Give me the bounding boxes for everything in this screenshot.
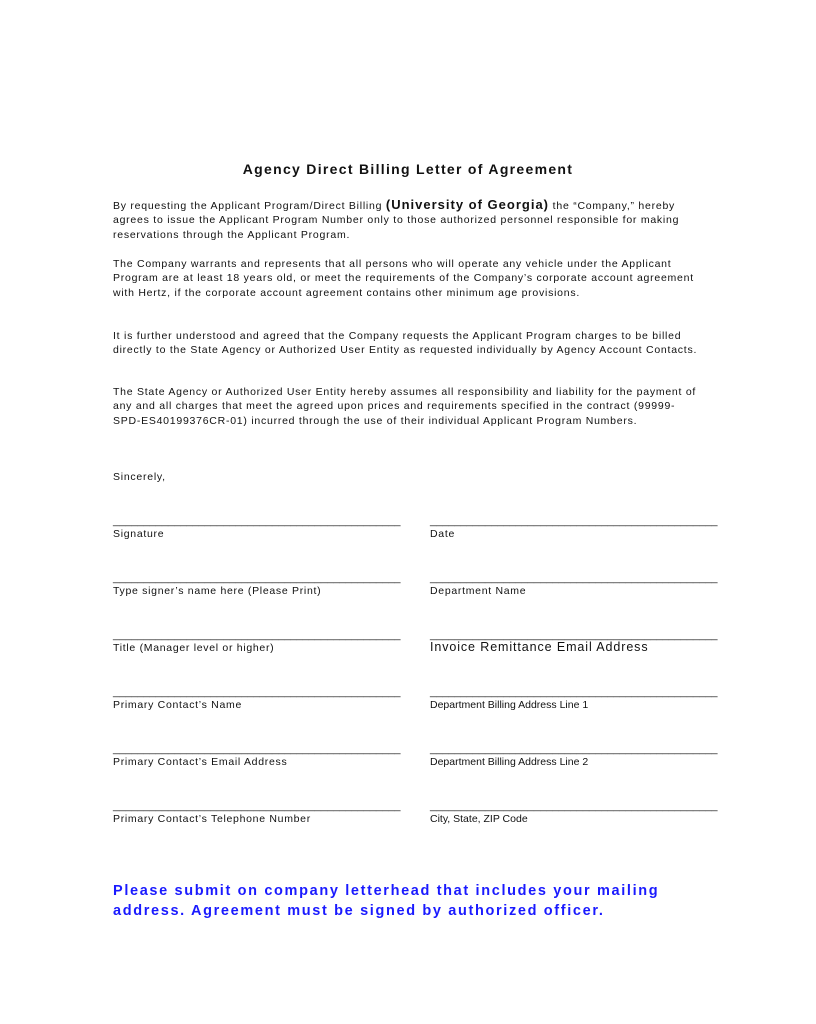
primary-contact-phone-line[interactable]: _______________________________________________: [113, 800, 401, 812]
primary-contact-email-line[interactable]: _______________________________________________: [113, 743, 401, 755]
signer-name-line[interactable]: _______________________________________________: [113, 572, 401, 584]
paragraph-1-body: the “Company,” hereby agrees to issue the Applicant Program Number only to those authorized personnel responsible for making reservations through the Applicant Program.: [113, 200, 680, 241]
billing-address-2-line[interactable]: _______________________________________________: [430, 743, 718, 755]
department-name-label: Department Name: [430, 585, 527, 597]
city-state-zip-label: City, State, ZIP Code: [430, 813, 528, 825]
date-label: Date: [430, 528, 455, 540]
primary-contact-name-line[interactable]: _______________________________________________: [113, 686, 401, 698]
billing-address-1-label: Department Billing Address Line 1: [430, 699, 589, 711]
submission-notice: Please submit on company letterhead that includes your mailing address. Agreement must be signed by authorized officer.: [113, 883, 660, 919]
department-name-line[interactable]: _______________________________________________: [430, 572, 718, 584]
paragraph-billing-request: It is further understood and agreed that the Company requests the Applicant Program charges to be billed directly to the State Agency or Authorized User Entity as requested individually by Agency Account Contacts.: [113, 330, 698, 357]
invoice-email-label: Invoice Remittance Email Address: [430, 640, 649, 654]
billing-address-1-line[interactable]: _______________________________________________: [430, 686, 718, 698]
primary-contact-phone-label: Primary Contact’s Telephone Number: [113, 813, 311, 825]
primary-contact-email-label: Primary Contact’s Email Address: [113, 756, 288, 768]
city-state-zip-line[interactable]: _______________________________________________: [430, 800, 718, 812]
signature-label: Signature: [113, 528, 165, 540]
signer-name-label: Type signer’s name here (Please Print): [113, 585, 322, 597]
paragraph-liability: The State Agency or Authorized User Entity hereby assumes all responsibility and liability for the payment of any and all charges that meet the agreed upon prices and requirements specified in the contract (99999-SPD-ES40199376CR-01) incurred through the use of their individual Applicant Program Numbers.: [113, 386, 697, 427]
date-line[interactable]: _______________________________________________: [430, 515, 718, 527]
closing-salutation: Sincerely,: [113, 471, 166, 483]
university-name: (University of Georgia): [385, 197, 550, 212]
billing-address-2-label: Department Billing Address Line 2: [430, 756, 589, 768]
primary-contact-name-label: Primary Contact’s Name: [113, 699, 242, 711]
document-title: Agency Direct Billing Letter of Agreement: [242, 161, 574, 177]
paragraph-warranty: The Company warrants and represents that all persons who will operate any vehicle under the Applicant Program are at least 18 years old, or meet the requirements of the Company’s corporate account agreement with Hertz, if the corporate account agreement contains other minimum age provisions.: [113, 258, 694, 299]
invoice-email-line[interactable]: _______________________________________________: [430, 629, 718, 641]
title-line[interactable]: _______________________________________________: [113, 629, 401, 641]
signature-line[interactable]: _______________________________________________: [113, 515, 401, 527]
title-label: Title (Manager level or higher): [113, 642, 275, 654]
paragraph-company-agreement: [113, 198, 703, 242]
paragraph-1-intro: By requesting the Applicant Program/Direct Billing: [113, 200, 386, 212]
